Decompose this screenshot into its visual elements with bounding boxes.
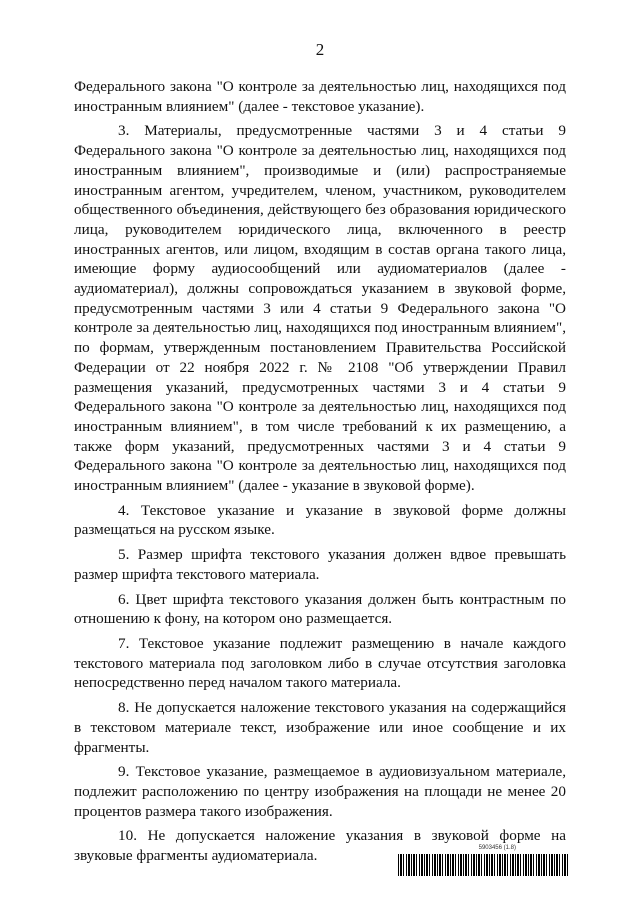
- paragraph-7: 7. Текстовое указание подлежит размещению в начале каждого текстового материала под заголовком либо в случае отсутствия заголовка непосредственно перед началом такого материала.: [74, 634, 566, 692]
- paragraph-continuation: Федерального закона "О контроле за деятельностью лиц, находящихся под иностранным влиянием" (далее - текстовое указание).: [74, 78, 566, 115]
- barcode-label: 5903456 (1.8): [478, 845, 516, 851]
- document-barcode: [398, 845, 568, 877]
- paragraph-8: 8. Не допускается наложение текстового указания на содержащийся в текстовом материале текст, изображение или иное сообщение и их фрагменты.: [74, 699, 566, 756]
- paragraph-5: 5. Размер шрифта текстового указания должен вдвое превышать размер шрифта текстового материала.: [74, 546, 566, 583]
- paragraph-10: 10. Не допускается наложение указания в звуковой форме на звуковые фрагменты аудиоматериала.: [74, 827, 566, 865]
- paragraph-4: 4. Текстовое указание и указание в звуковой форме должны размещаться на русском языке.: [74, 501, 566, 539]
- paragraph-3: 3. Материалы, предусмотренные частями 3 и 4 статьи 9 Федерального закона "О контроле за деятельностью лиц, находящихся под иностранным влиянием", производимые и (или) распространяемые иностранным агентом, учредителем, членом, участником, руководителем общественного объединения, действующего без образования юридического лица, руководителем юридического лица, включенного в реестр иностранных агентов, или лицом, входящим в состав органа такого лица, имеющие форму аудиосообщений или аудиоматериалов (далее - аудиоматериал), должны сопровождаться указанием в звуковой форме, предусмотренным частями 3 или 4 статьи 9 Федерального закона "О контроле за деятельностью лиц, находящихся под иностранным влиянием", по формам, утвержденным постановлением Правительства Российской Федерации от 22 ноября 2022 г. № 2108 "Об утверждении Правил размещения указаний, предусмотренных частями 3 и 4 статьи 9 Федерального закона "О контроле за деятельностью лиц, находящихся под иностранным влиянием", в том числе требований к их размещению, а также форм указаний, предусмотренных частями 3 и 4 статьи 9 Федерального закона "О контроле за деятельностью лиц, находящихся под иностранным влиянием" (далее - указание в звуковой форме).: [74, 122, 566, 495]
- document-body: [74, 77, 566, 871]
- barcode-icon: [398, 854, 568, 876]
- paragraph-6: 6. Цвет шрифта текстового указания должен быть контрастным по отношению к фону, на котором оно размещается.: [74, 590, 566, 628]
- paragraph-9: 9. Текстовое указание, размещаемое в аудиовизуальном материале, подлежит расположению по центру изображения на площади не менее 20 процентов размера такого изображения.: [74, 763, 566, 820]
- page-number: 2: [315, 40, 325, 59]
